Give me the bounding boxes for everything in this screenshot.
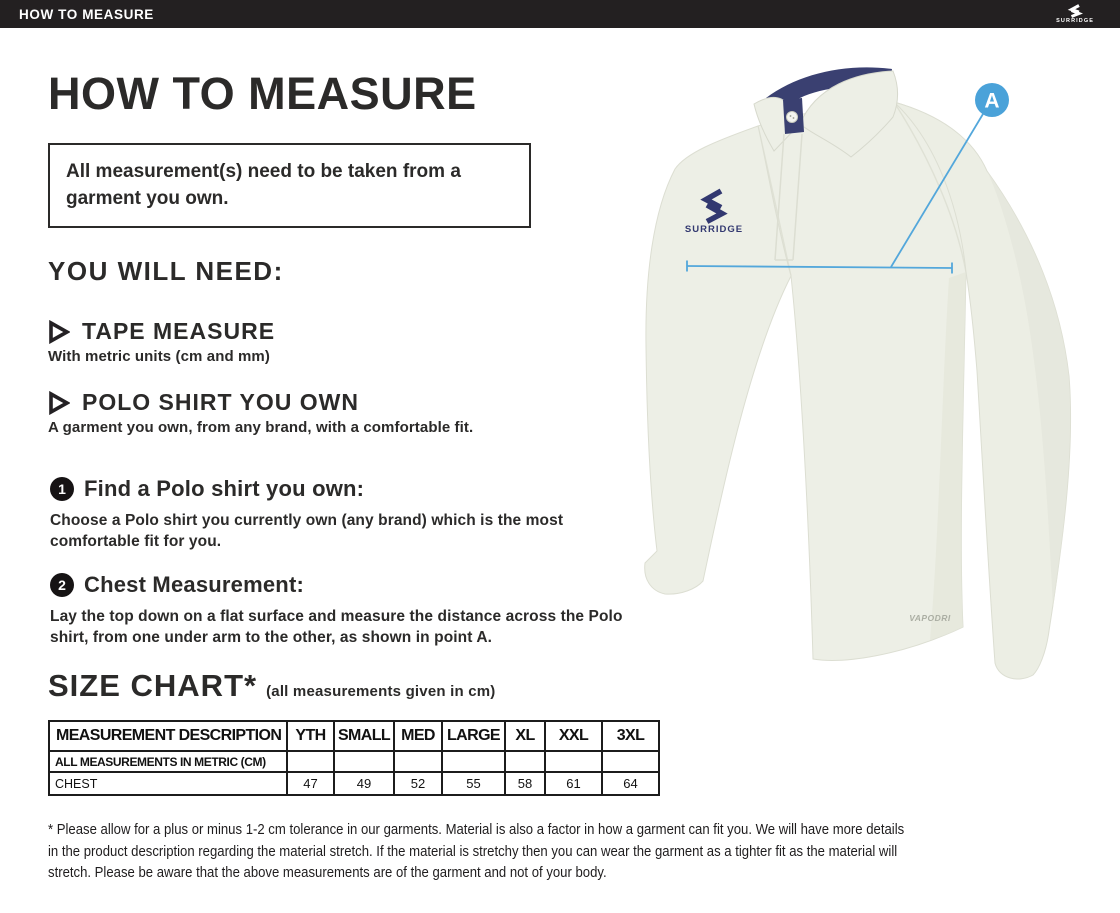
cell	[545, 751, 602, 772]
cell: 64	[602, 772, 659, 795]
need-item-tape-measure	[48, 318, 275, 365]
cell: 52	[394, 772, 442, 795]
need-item-title: POLO SHIRT YOU OWN	[82, 389, 359, 415]
chest-logo-text: SURRIDGE	[684, 224, 744, 235]
column-header: LARGE	[442, 721, 505, 751]
cell: 55	[442, 772, 505, 795]
step-2	[50, 572, 630, 649]
table-row	[49, 751, 659, 772]
surridge-logo-text: SURRIDGE	[1056, 17, 1094, 24]
size-chart-heading	[48, 668, 496, 704]
need-item-description: A garment you own, from any brand, with a comfortable fit.	[48, 419, 474, 436]
measurement-note-box: All measurement(s) need to be taken from a garment you own.	[48, 143, 531, 228]
cell: 49	[334, 772, 394, 795]
you-will-need-heading: YOU WILL NEED:	[48, 256, 284, 286]
column-header: MED	[394, 721, 442, 751]
step-number-badge: 1	[50, 477, 74, 501]
polo-shirt-illustration	[630, 38, 1120, 688]
table-row	[49, 772, 659, 795]
column-header: YTH	[287, 721, 334, 751]
need-item-polo-shirt	[48, 389, 473, 436]
column-header: SMALL	[334, 721, 394, 751]
column-header: XXL	[545, 721, 602, 751]
cell	[505, 751, 545, 772]
surridge-logo	[1056, 4, 1120, 25]
step-description: Choose a Polo shirt you currently own (any brand) which is the most comfortable fit for you.	[50, 512, 564, 551]
point-a-marker	[975, 83, 1009, 117]
play-triangle-icon	[48, 391, 70, 415]
shirt-left-sleeve	[645, 126, 791, 594]
cell: 61	[545, 772, 602, 795]
size-chart-table	[48, 720, 660, 796]
step-1	[50, 476, 630, 553]
size-chart-title: SIZE CHART*	[48, 668, 258, 703]
cell	[394, 751, 442, 772]
disclaimer-text: * Please allow for a plus or minus 1-2 cm tolerance in our garments. Material is also a factor in how a garment can fit you. We will have more details in the product description regarding the material stretch. If the material is stretchy then you can wear the garment as a tighter fit as the material will stretch. Please be aware that the above measurements are of the garment and not of your body.	[48, 821, 905, 882]
fabric-label-text: VAPODRI	[909, 613, 951, 623]
size-chart-subtitle: (all measurements given in cm)	[266, 683, 496, 700]
topbar-title: HOW TO MEASURE	[19, 6, 154, 22]
need-item-title: TAPE MEASURE	[82, 318, 276, 344]
step-title: Chest Measurement:	[84, 572, 304, 597]
step-number-badge: 2	[50, 573, 74, 597]
point-a-label: A	[984, 89, 1000, 113]
need-item-description: With metric units (cm and mm)	[48, 348, 270, 365]
page-title: HOW TO MEASURE	[48, 68, 477, 119]
cell	[287, 751, 334, 772]
row-label: ALL MEASUREMENTS IN METRIC (CM)	[49, 751, 287, 772]
topbar	[0, 0, 1120, 28]
cell	[602, 751, 659, 772]
collar-button	[787, 112, 798, 123]
column-header: 3XL	[602, 721, 659, 751]
cell: 58	[505, 772, 545, 795]
surridge-s-icon	[1067, 4, 1083, 18]
step-description: Lay the top down on a flat surface and measure the distance across the Polo shirt, from one under arm to the other, as shown in point A.	[50, 608, 623, 647]
row-label: CHEST	[49, 772, 287, 795]
cell	[334, 751, 394, 772]
cell: 47	[287, 772, 334, 795]
step-title: Find a Polo shirt you own:	[84, 476, 365, 501]
column-header: MEASUREMENT DESCRIPTION	[49, 721, 287, 751]
column-header: XL	[505, 721, 545, 751]
cell	[442, 751, 505, 772]
play-triangle-icon	[48, 320, 70, 344]
table-header-row	[49, 721, 659, 751]
